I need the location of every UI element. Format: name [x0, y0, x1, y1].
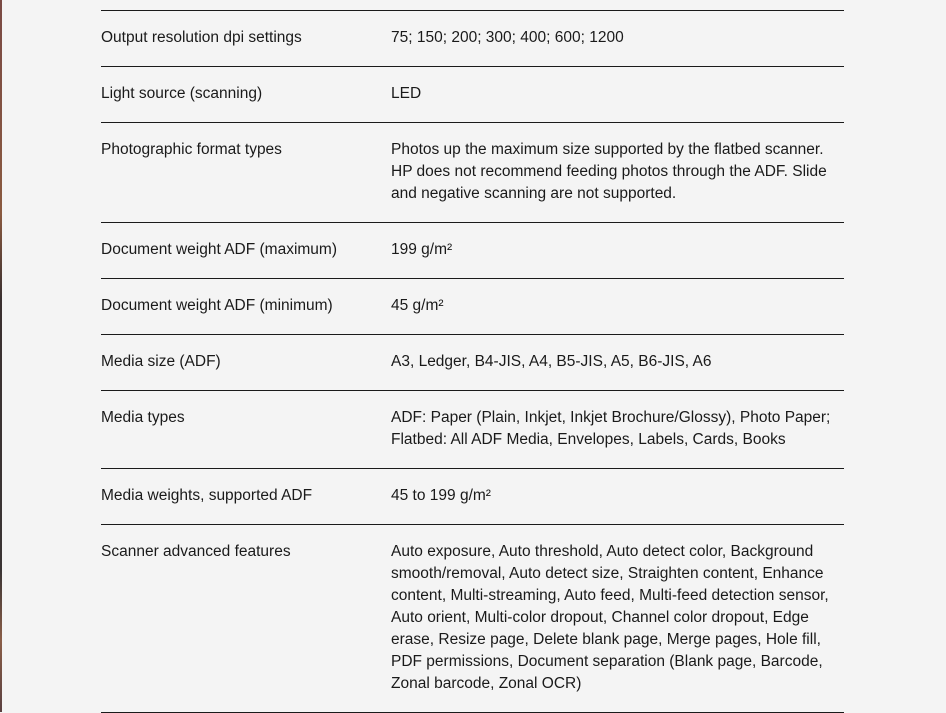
spec-label: Media weights, supported ADF [101, 487, 313, 504]
spec-value: 45 to 199 g/m² [391, 487, 491, 504]
spec-row-doc-weight-min [101, 279, 844, 335]
spec-row-light-source [101, 67, 844, 123]
spec-label: Media size (ADF) [101, 353, 221, 370]
spec-value: 45 g/m² [391, 297, 444, 314]
spec-row-scanner-features [101, 525, 844, 713]
spec-value: 199 g/m² [391, 241, 453, 258]
spec-row-output-resolution [101, 11, 844, 67]
spec-row-doc-weight-max [101, 223, 844, 279]
spec-label: Document weight ADF (minimum) [101, 297, 333, 314]
spec-label: Scanner advanced features [101, 543, 291, 560]
spec-row-photographic-format [101, 123, 844, 223]
spec-label: Photographic format types [101, 141, 282, 158]
spec-label: Media types [101, 409, 185, 426]
spec-value: LED [391, 85, 422, 102]
spec-value: ADF: Paper (Plain, Inkjet, Inkjet Brochure/Glossy), Photo Paper; Flatbed: All ADF Media, Envelopes, Labels, Cards, Books [391, 409, 831, 448]
spec-row-media-weights [101, 469, 844, 525]
spec-label: Document weight ADF (maximum) [101, 241, 338, 258]
specifications-table [101, 10, 844, 713]
spec-label: Output resolution dpi settings [101, 29, 302, 46]
spec-value: Photos up the maximum size supported by the flatbed scanner. HP does not recommend feeding photos through the ADF. Slide and negative scanning are not supported. [391, 141, 827, 202]
spec-value: A3, Ledger, B4-JIS, A4, B5-JIS, A5, B6-JIS, A6 [391, 353, 712, 370]
spec-value: 75; 150; 200; 300; 400; 600; 1200 [391, 29, 624, 46]
spec-value: Auto exposure, Auto threshold, Auto detect color, Background smooth/removal, Auto detect size, Straighten content, Enhance content, Multi-streaming, Auto feed, Multi-feed detection sensor, Auto orient, Multi-color dropout, Channel color dropout, Edge erase, Resize page, Delete blank page, Merge pages, Hole fill, PDF permissions, Document separation (Blank page, Barcode, Zonal barcode, Zonal OCR) [391, 543, 829, 692]
spec-label: Light source (scanning) [101, 85, 263, 102]
spec-row-media-size [101, 335, 844, 391]
left-edge-strip [0, 0, 2, 712]
spec-row-media-types [101, 391, 844, 469]
